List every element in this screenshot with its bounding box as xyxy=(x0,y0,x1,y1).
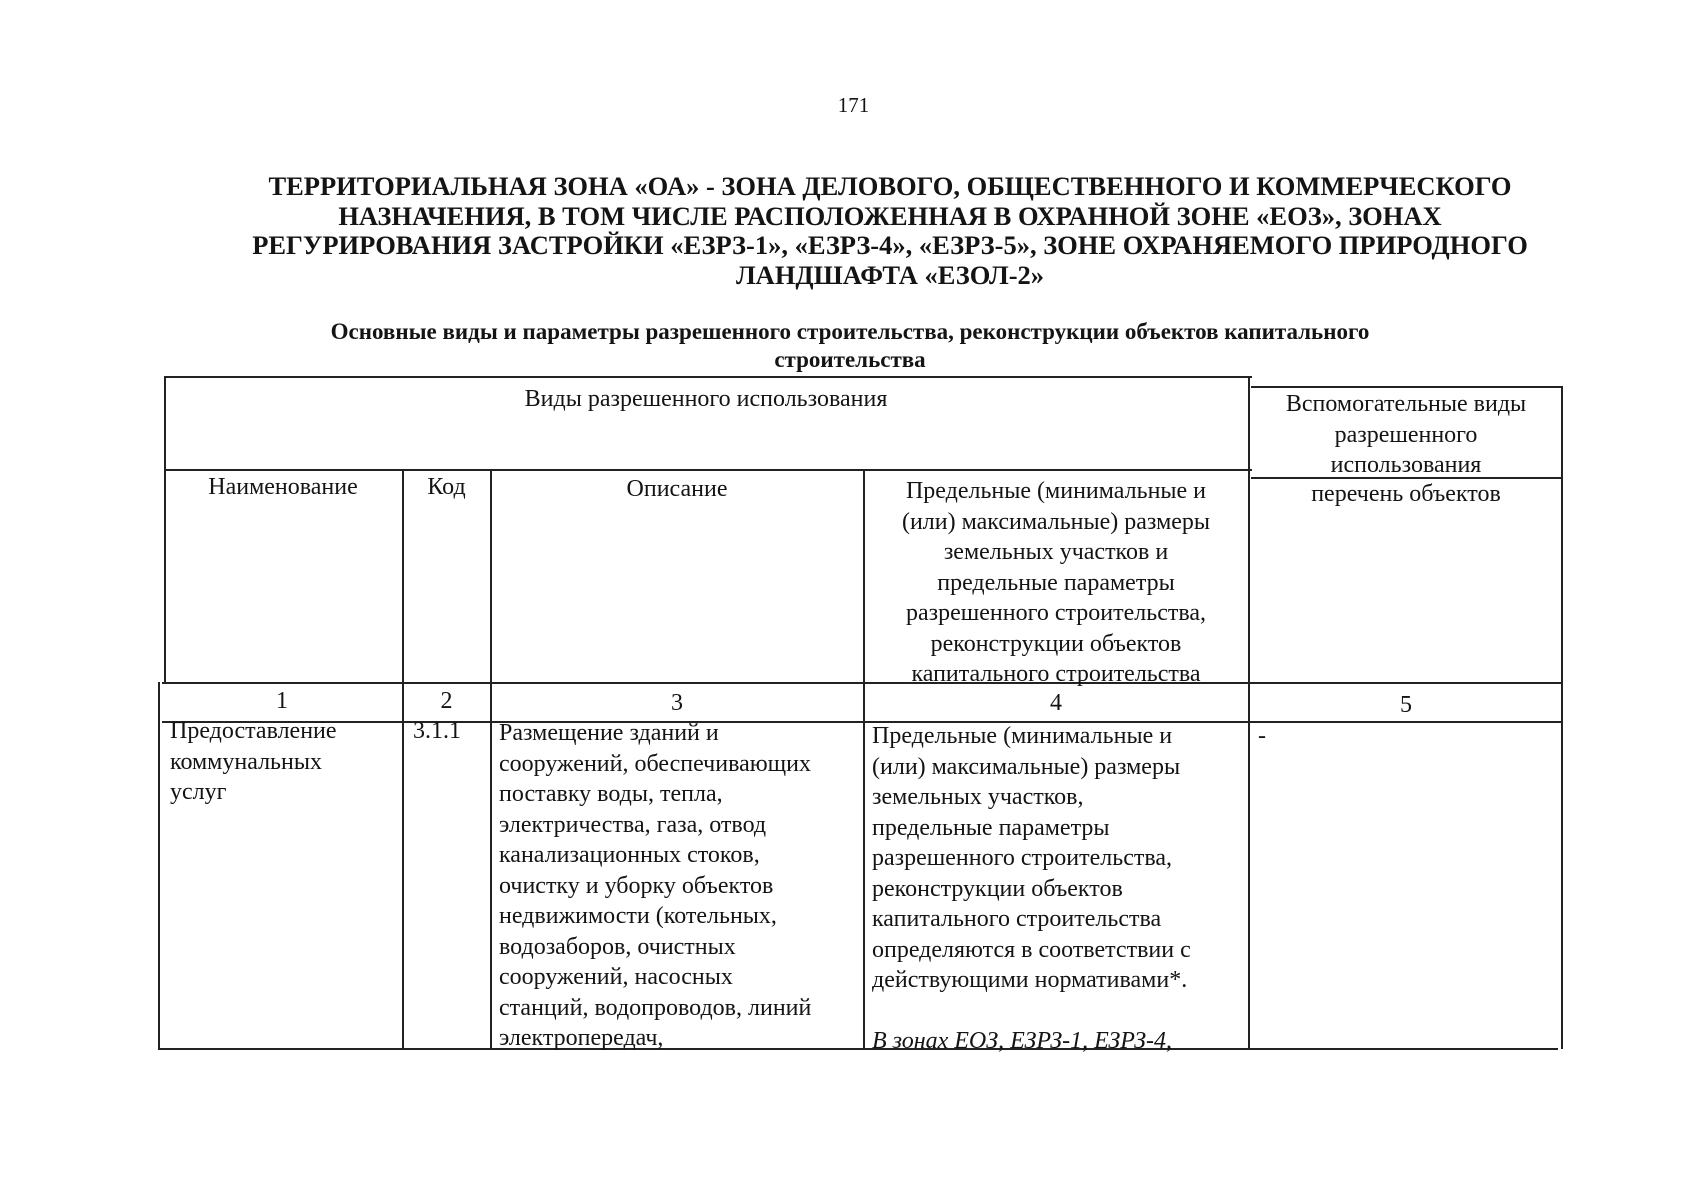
table-rule-subheader xyxy=(164,469,1252,471)
table-border-top xyxy=(164,376,1252,378)
column-header-description: Описание xyxy=(626,476,728,502)
limits-line: разрешенного строительства, xyxy=(872,845,1172,871)
table-rule-numbers-top xyxy=(162,682,1562,684)
limits-header-line: предельные параметры xyxy=(937,569,1175,596)
description-line: станций, водопроводов, линий xyxy=(499,994,812,1021)
group-header-auxiliary-uses xyxy=(1250,389,1562,481)
limits-line: земельных участков, xyxy=(872,784,1084,810)
column-number: 3 xyxy=(671,690,683,716)
table-border-left xyxy=(164,376,166,682)
limits-header-line: Предельные (минимальные и xyxy=(905,478,1207,504)
zone-title-line: НАЗНАЧЕНИЯ, В ТОМ ЧИСЛЕ РАСПОЛОЖЕННАЯ В ОХРАННОЙ ЗОНЕ «ЕОЗ», ЗОНАХ xyxy=(338,200,1442,231)
col-divider-code-desc xyxy=(490,469,492,1049)
limits-line: предельные параметры xyxy=(872,814,1110,841)
row-description xyxy=(499,718,861,1054)
col-divider-name-code xyxy=(402,469,404,1049)
row-aux: - xyxy=(1258,723,1266,749)
column-header-code: Код xyxy=(427,474,466,500)
aux-header-line: использования xyxy=(1330,452,1482,478)
table-border-left-lower xyxy=(158,682,160,1049)
page-number: 171 xyxy=(837,93,870,117)
description-line: водозаборов, очистных xyxy=(499,933,736,960)
limits-line: (или) максимальные) размеры xyxy=(872,753,1181,780)
column-number: 4 xyxy=(1050,690,1062,716)
row-name xyxy=(170,716,400,808)
name-line: Предоставление xyxy=(170,718,337,744)
row-code: 3.1.1 xyxy=(413,718,461,744)
limits-line: капитального строительства xyxy=(872,906,1162,932)
column-number: 1 xyxy=(276,688,288,714)
zone-title xyxy=(230,172,1550,290)
zone-title-line: РЕГУРИРОВАНИЯ ЗАСТРОЙКИ «ЕЗРЗ-1», «ЕЗРЗ-4», «ЕЗРЗ-5», ЗОНЕ ОХРАНЯЕМОГО ПРИРОДНОГО xyxy=(252,230,1528,260)
group-header-permitted-uses: Виды разрешенного использования xyxy=(524,386,888,412)
limits-header-line: капитального строительства xyxy=(911,661,1201,687)
aux-header-line: разрешенного xyxy=(1334,421,1478,448)
description-line: Размещение зданий и xyxy=(499,720,719,746)
description-line: сооружений, обеспечивающих xyxy=(499,750,811,777)
limits-line: реконструкции объектов xyxy=(872,875,1123,902)
row-limits xyxy=(872,721,1246,1057)
limits-line: определяются в соответствии с xyxy=(872,936,1191,963)
column-header-aux-list: перечень объектов xyxy=(1311,481,1501,507)
limits-zones-line: В зонах ЕОЗ, ЕЗРЗ-1, ЕЗРЗ-4, xyxy=(872,1028,1173,1054)
section-title xyxy=(230,318,1470,374)
description-line: очистку и уборку объектов xyxy=(499,872,774,899)
zone-title-line: ТЕРРИТОРИАЛЬНАЯ ЗОНА «ОА» - ЗОНА ДЕЛОВОГО, ОБЩЕСТВЕННОГО И КОММЕРЧЕСКОГО xyxy=(268,171,1512,201)
description-line: электропередач, xyxy=(499,1025,664,1051)
description-line: электричества, газа, отвод xyxy=(499,811,767,838)
column-header-name: Наименование xyxy=(208,474,358,500)
description-line: сооружений, насосных xyxy=(499,964,733,990)
name-line: услуг xyxy=(170,779,227,805)
limits-line: Предельные (минимальные и xyxy=(872,723,1173,749)
aux-header-line: Вспомогательные виды xyxy=(1285,391,1527,417)
column-number: 2 xyxy=(440,688,453,714)
table-border-top-aux xyxy=(1251,386,1563,388)
zone-title-line: ЛАНДШАФТА «ЕЗОЛ-2» xyxy=(735,259,1045,290)
limits-header-line: реконструкции объектов xyxy=(930,630,1182,657)
limits-header-line: разрешенного строительства, xyxy=(906,600,1206,626)
name-line: коммунальных xyxy=(170,748,322,775)
limits-header-line: (или) максимальные) размеры xyxy=(901,508,1211,535)
description-line: канализационных стоков, xyxy=(499,842,760,868)
column-number: 5 xyxy=(1400,692,1412,718)
limits-header-line: земельных участков и xyxy=(943,539,1169,565)
section-title-line: Основные виды и параметры разрешенного строительства, реконструкции объектов капитального xyxy=(330,319,1370,344)
description-line: поставку воды, тепла, xyxy=(499,781,723,807)
column-header-limits xyxy=(864,476,1248,690)
description-line: недвижимости (котельных, xyxy=(499,903,777,929)
limits-line: действующими нормативами*. xyxy=(872,967,1188,993)
section-title-line: строительства xyxy=(774,347,926,372)
